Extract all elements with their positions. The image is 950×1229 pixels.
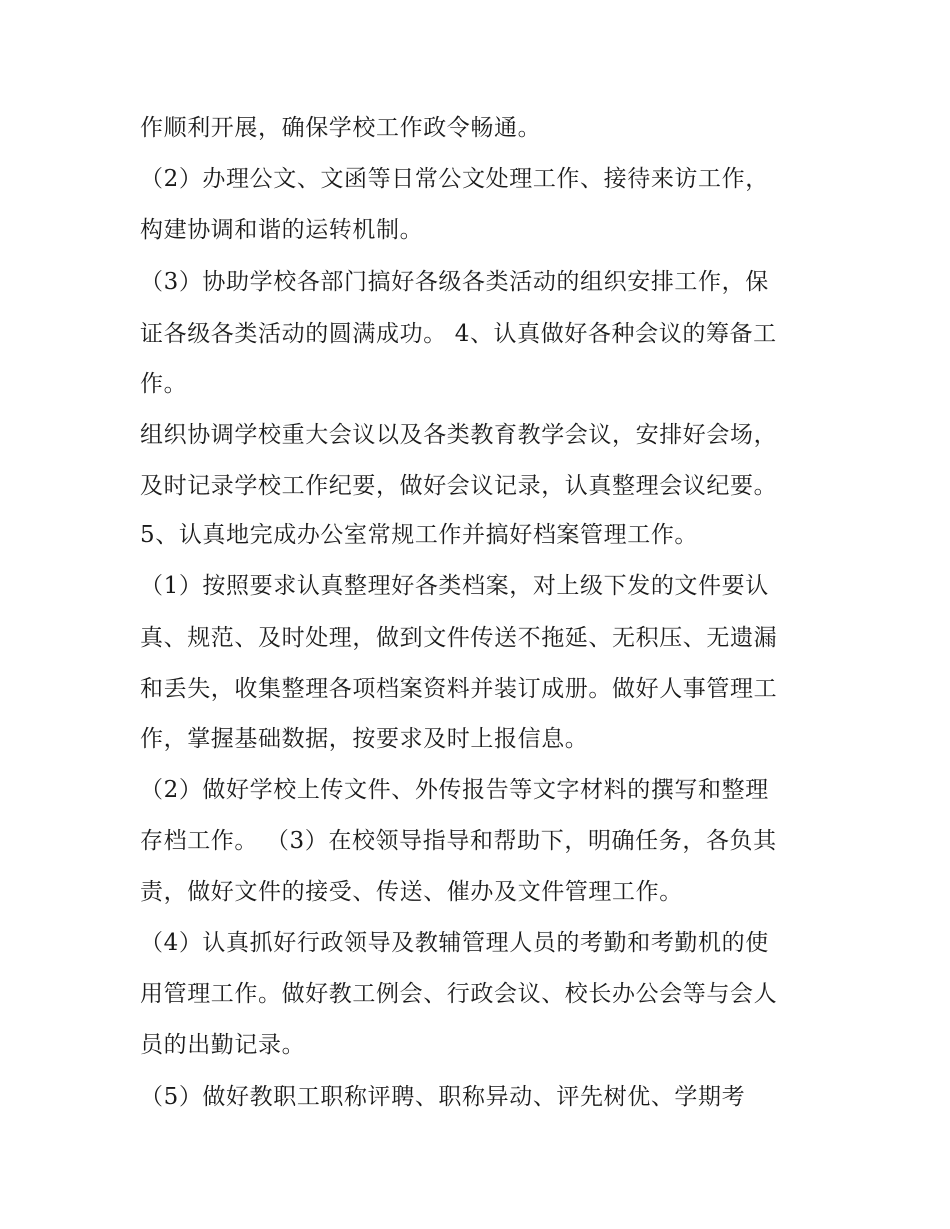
text-line: （5）做好教职工职称评聘、职称异动、评先树优、学期考	[140, 1084, 746, 1110]
text-line: 责，做好文件的接受、传送、催办及文件管理工作。	[140, 879, 683, 905]
text-line: 及时记录学校工作纪要，做好会议记录，认真整理会议纪要。	[140, 473, 778, 499]
text-line: 存档工作。 （3）在校领导指导和帮助下，明确任务，各负其	[140, 828, 777, 854]
text-line: 和丢失，收集整理各项档案资料并装订成册。做好人事管理工	[140, 676, 778, 702]
text-line: 5、认真地完成办公室常规工作并搞好档案管理工作。	[140, 522, 699, 548]
text-line: 组织协调学校重大会议以及各类教育教学会议，安排好会场，	[140, 422, 778, 448]
text-line: 员的出勤记录。	[140, 1032, 306, 1058]
text-line: 作。	[140, 371, 188, 397]
text-line: 证各级各类活动的圆满成功。 4、认真做好各种会议的筹备工	[140, 321, 777, 347]
text-line: （3）协助学校各部门搞好各级各类活动的组织安排工作，保	[140, 269, 769, 295]
text-line: 用管理工作。做好教工例会、行政会议、校长办公会等与会人	[140, 981, 778, 1007]
text-line: （2）办理公文、文函等日常公文处理工作、接待来访工作，	[140, 166, 769, 192]
text-line: 真、规范、及时处理，做到文件传送不拖延、无积压、无遗漏	[140, 625, 778, 651]
text-line: 作顺利开展，确保学校工作政令畅通。	[140, 115, 542, 141]
text-line: （1）按照要求认真整理好各类档案，对上级下发的文件要认	[140, 573, 769, 599]
text-line: 构建协调和谐的运转机制。	[140, 217, 424, 243]
text-line: 作，掌握基础数据，按要求及时上报信息。	[140, 726, 589, 752]
text-line: （2）做好学校上传文件、外传报告等文字材料的撰写和整理	[140, 777, 769, 803]
text-line: （4）认真抓好行政领导及教辅管理人员的考勤和考勤机的使	[140, 930, 769, 956]
